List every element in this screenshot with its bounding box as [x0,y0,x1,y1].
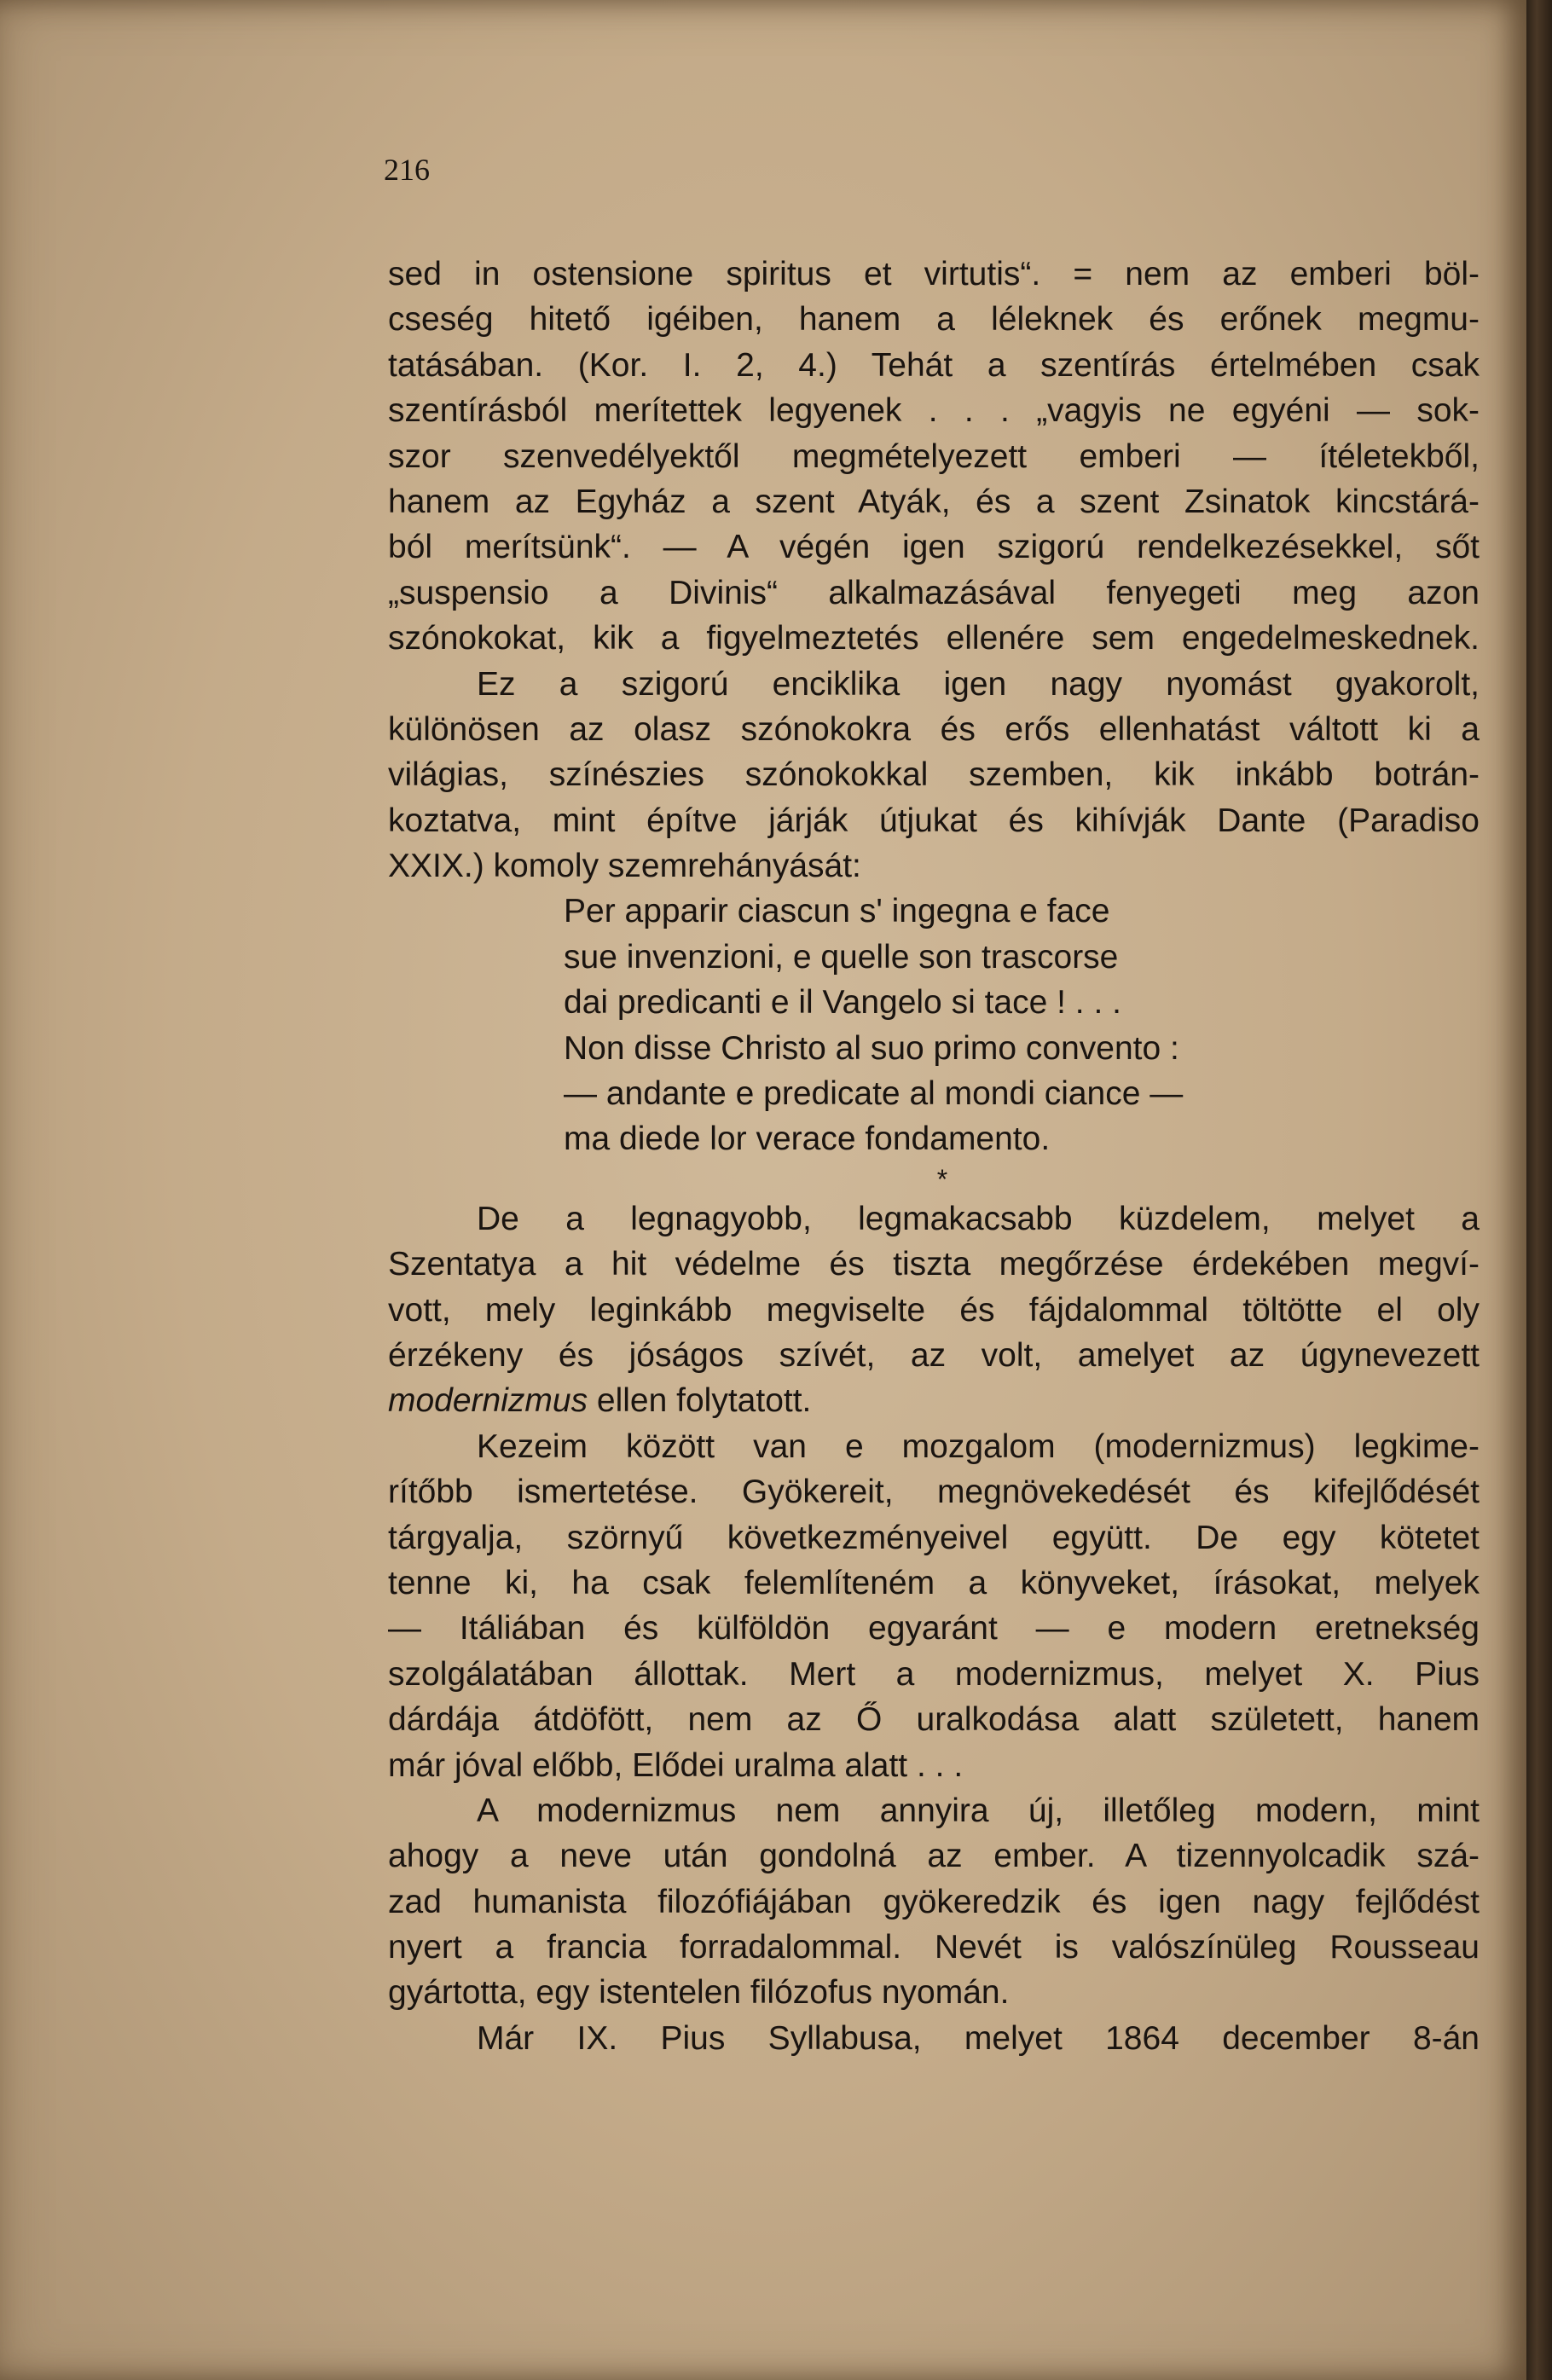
verse-line: — andante e predicate al mondi ciance — [564,1075,1184,1113]
page-number: 216 [384,153,430,187]
text-line: A modernizmus nem annyira új, illetőleg modern, mint [477,1792,1480,1829]
text-line: hanem az Egyház a szent Atyák, és a szent Zsinatok kincstárá- [388,483,1480,520]
text-line: cseség hitető igéiben, hanem a léleknek és erőnek megmu- [388,301,1480,339]
text-line: tatásában. (Kor. I. 2, 4.) Tehát a szentírás értelmében csak [388,346,1480,384]
text-line: — Itáliában és külföldön egyaránt — e modern eretnekség [388,1610,1480,1647]
text-line: tenne ki, ha csak felemlíteném a könyveket, írásokat, melyek [388,1564,1480,1601]
text-line: sed in ostensione spiritus et virtutis“. = nem az emberi böl- [388,256,1480,292]
verse-line: dai predicanti e il Vangelo si tace ! . . . [564,984,1121,1022]
text-line: különösen az olasz szónokokra és erős ellenhatást váltott ki a [388,710,1480,748]
text-line: Szentatya a hit védelme és tiszta megőrzése érdekében megví- [388,1246,1480,1283]
text-line: nyert a francia forradalommal. Nevét is valószínüleg Rousseau [388,1929,1480,1966]
text-line: zad humanista filozófiájában gyökeredzik és igen nagy fejlődést [388,1883,1480,1920]
text-line: szor szenvedélyektől megmételyezett emberi — ítéletekből, [388,437,1480,475]
body-text [388,252,1480,2061]
italic-term: modernizmus [388,1382,588,1420]
verse-quote [388,889,1480,1161]
text-fragment: ellen folytatott. [588,1382,812,1420]
text-line: Kezeim között van e mozgalom (modernizmus) legkime- [477,1427,1480,1465]
verse-line: ma diede lor verace fondamento. [564,1121,1051,1158]
verse-line: Per apparir ciascun s' ingegna e face [564,893,1110,930]
text-line: dárdája átdöfött, nem az Ő uralkodása alatt született, hanem [388,1701,1480,1739]
text-line: ból merítsünk“. — A végén igen szigorú rendelkezésekkel, sőt [388,529,1480,566]
paragraph-6 [388,2016,1480,2061]
paragraph-5 [388,1788,1480,2016]
book-edge-shadow [1526,0,1552,2380]
text-line: érzékeny és jóságos szívét, az volt, amelyet az úgynevezett [388,1336,1480,1374]
text-line: szónokokat, kik a figyelmeztetés ellenére sem engedelmeskednek. [388,620,1480,657]
verse-line: Non disse Christo al suo primo convento : [564,1029,1179,1067]
text-line: szolgálatában állottak. Mert a modernizmus, melyet X. Pius [388,1655,1480,1693]
text-line: rítőbb ismertetése. Gyökereit, megnövekedését és kifejlődését [388,1474,1480,1511]
text-line: De a legnagyobb, legmakacsabb küzdelem, melyet a [477,1200,1480,1237]
section-separator: * [936,1163,948,1195]
text-line: már jóval előbb, Elődei uralma alatt . . . [388,1746,964,1784]
text-line: „suspensio a Divinis“ alkalmazásával fenyegeti meg azon [388,574,1480,611]
paragraph-1 [388,252,1480,662]
paragraph-2 [388,662,1480,889]
text-line: Már IX. Pius Syllabusa, melyet 1864 december 8-án [477,2019,1480,2057]
text-line: koztatva, mint építve járják útjukat és kihívják Dante (Paradiso [388,802,1480,839]
verse-line: sue invenzioni, e quelle son trascorse [564,938,1119,976]
text-line: világias, színészies szónokokkal szemben, kik inkább botrán- [388,756,1480,794]
paragraph-3 [388,1196,1480,1424]
paragraph-4 [388,1424,1480,1788]
text-line: XXIX.) komoly szemrehányását: [388,848,861,885]
text-line: vott, mely leginkább megviselte és fájdalommal töltötte el oly [388,1291,1480,1329]
text-line [388,1378,1480,1423]
text-line: tárgyalja, szörnyű következményeivel együtt. De egy kötetet [388,1519,1480,1556]
text-line: ahogy a neve után gondolná az ember. A tizennyolcadik szá- [388,1838,1480,1875]
text-line: Ez a szigorú enciklika igen nagy nyomást gyakorolt, [477,665,1480,703]
text-line: szentírásból merítettek legyenek . . . „vagyis ne egyéni — sok- [388,392,1480,430]
text-line: gyártotta, egy istentelen filózofus nyomán. [388,1974,1010,2012]
